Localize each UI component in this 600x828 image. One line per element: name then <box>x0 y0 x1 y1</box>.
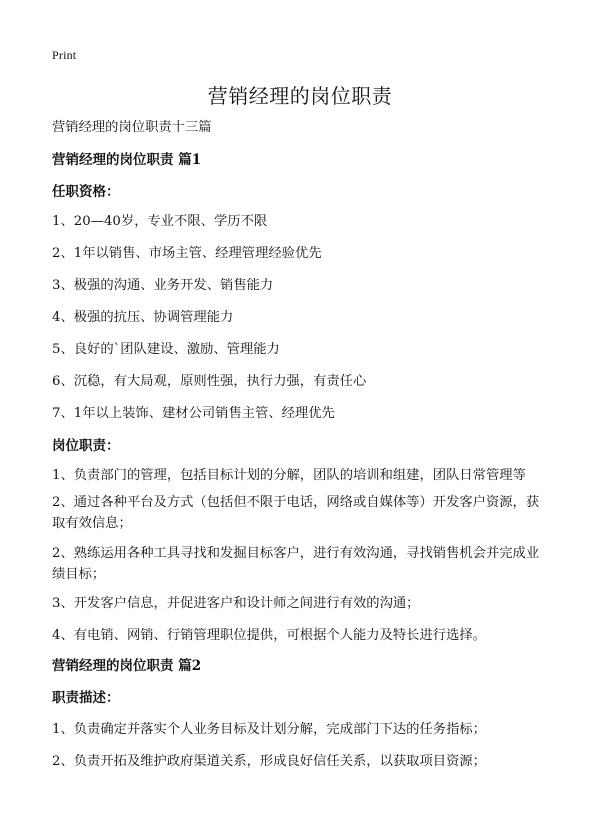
qualification-item: 7、1年以上装饰、建材公司销售主管、经理优先 <box>52 406 335 421</box>
duty-item: 2、通过各种平台及方式（包括但不限于电话，网络或自媒体等）开发客户资源，获取有效信息； <box>52 495 540 531</box>
qualification-item: 2、1年以销售、市场主管、经理管理经验优先 <box>52 246 322 261</box>
duty-item: 2、负责开拓及维护政府渠道关系，形成良好信任关系，以获取项目资源； <box>52 754 486 769</box>
section-heading-2: 营销经理的岗位职责 篇2 <box>52 658 202 674</box>
duty-item: 2、熟练运用各种工具寻找和发掘目标客户，进行有效沟通，寻找销售机会并完成业绩目标； <box>52 546 540 582</box>
duty-item: 4、有电销、网销、行销管理职位提供，可根据个人能力及特长进行选择。 <box>52 628 486 643</box>
duty-item: 3、开发客户信息，并促进客户和设计师之间进行有效的沟通； <box>52 596 420 611</box>
duty-item: 1、负责部门的管理，包括目标计划的分解，团队的培训和组建，团队日常管理等 <box>52 468 526 483</box>
qualification-item: 4、极强的抗压、协调管理能力 <box>52 310 234 325</box>
print-label: Print <box>52 48 77 62</box>
qualification-item: 1、20—40岁，专业不限、学历不限 <box>52 214 268 229</box>
document-title: 营销经理的岗位职责 <box>207 84 393 108</box>
qualification-item: 3、极强的沟通、业务开发、销售能力 <box>52 278 274 293</box>
qualification-item: 5、良好的`团队建设、激励、管理能力 <box>52 342 280 357</box>
responsibilities-heading: 职责描述： <box>52 690 120 706</box>
section-heading-1: 营销经理的岗位职责 篇1 <box>52 152 202 168</box>
duty-item: 1、负责确定并落实个人业务目标及计划分解，完成部门下达的任务指标； <box>52 722 486 737</box>
duties-heading: 岗位职责： <box>52 438 120 454</box>
qualifications-heading: 任职资格： <box>52 184 120 200</box>
document-intro: 营销经理的岗位职责十三篇 <box>52 120 212 135</box>
qualification-item: 6、沉稳，有大局观，原则性强，执行力强，有责任心 <box>52 374 367 389</box>
